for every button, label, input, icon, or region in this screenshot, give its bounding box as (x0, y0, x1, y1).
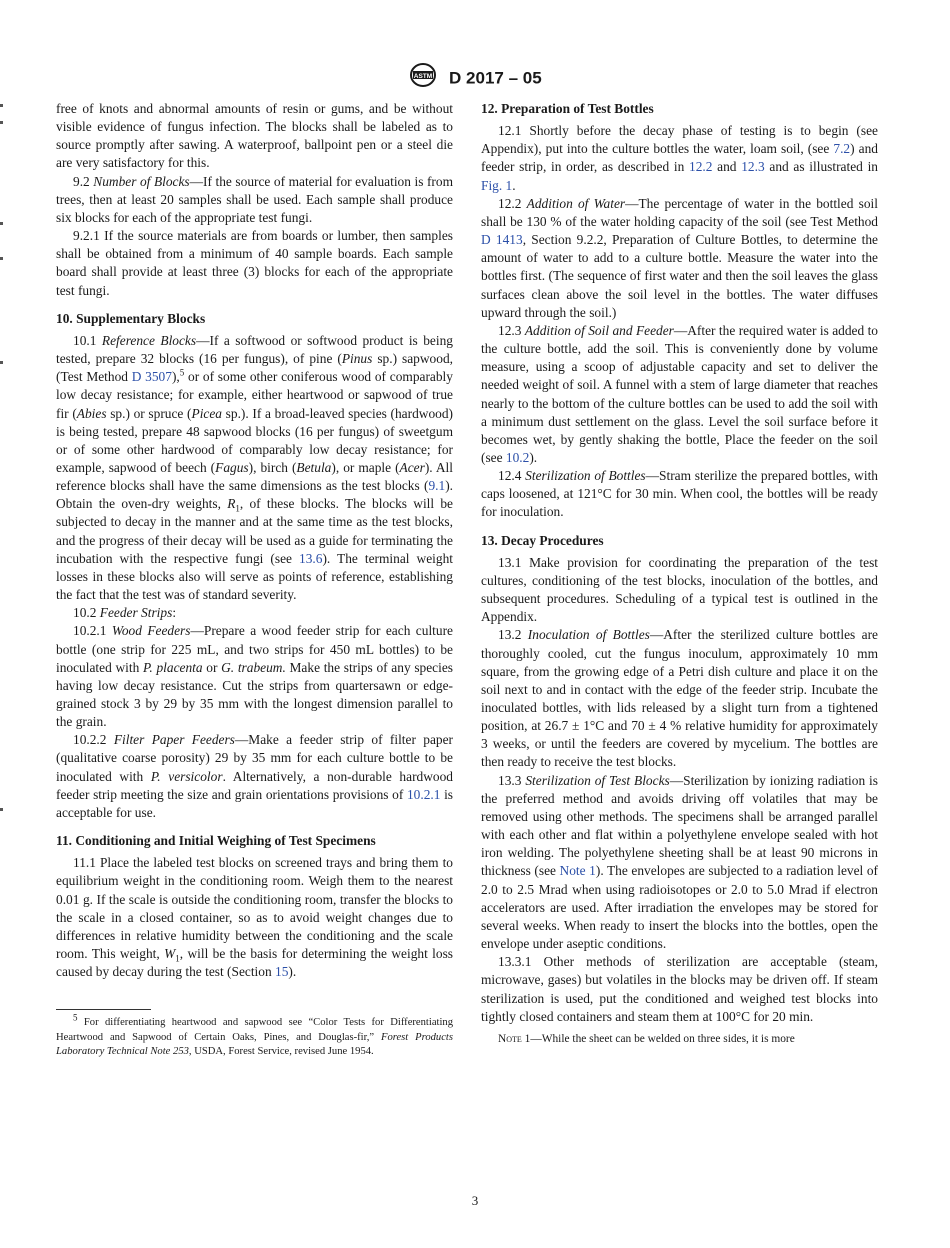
left-column (56, 100, 453, 1060)
heading-section-12: 12. Preparation of Test Bottles (481, 101, 654, 116)
link-section-12-2[interactable]: 12.2 (689, 159, 713, 175)
section-12-2: 12.2 Addition of Water—The percentage of water in the bottled soil shall be 130 % of the water holding capacity of the soil (see Test Method D 1413, Section 9.2.2, Preparation of Culture Bottles, to determine the amount of water to add to a culture bottle. Measure the water into the bottles first. (The sequence of first water and then the soil leaves the glass surfaces clean above the soil level in the bottles. The water diffuses upward through the soil.) (481, 195, 878, 320)
section-13-1: 13.1 Make provision for coordinating the preparation of the test cultures, conditioning of the test blocks, inoculation of the bottles, and subsequent procedures. Scheduling of a typical test is outlined in the Appendix. (481, 554, 878, 625)
heading-section-13: 13. Decay Procedures (481, 532, 604, 548)
link-d3507[interactable]: D 3507 (131, 369, 172, 385)
link-section-9-1[interactable]: 9.1 (428, 478, 446, 494)
footnote-divider (56, 1009, 151, 1010)
margin-mark (0, 361, 3, 364)
paragraph-9-1-continued: free of knots and abnormal amounts of resin or gums, and be without visible evidence of fungus infection. The blocks shall be labeled as to source promptly after sawing. A waterproof, ballpoint pen or a steel die are very satisfactory for this. (56, 101, 453, 171)
svg-text:ASTM: ASTM (414, 72, 433, 80)
section-9-2: 9.2 Number of Blocks—If the source of material for evaluation is from trees, then at least 20 samples shall be used. Each sample shall produce six blocks for each of the appropriate test fungi. (56, 173, 454, 225)
margin-mark (0, 257, 3, 260)
page-number: 3 (471, 1193, 479, 1208)
section-12-3: 12.3 Addition of Soil and Feeder—After the required water is added to the culture bottle, add the soil. This is conveniently done by volume measure, using a scoop of adjustable capacity and set to deliver the needed weight of soil. A funnel with a stem of large diameter that reaches nearly to the bottom of the culture bottles can be used to add the soil with a minimum dust settlement on the glass. Level the soil surface before it becomes wet, by gently shaking the bottle, Place the feeder on the soil (see 10.2). (481, 322, 878, 465)
link-note-1[interactable]: Note 1 (559, 863, 596, 879)
link-section-10-2-1[interactable]: 10.2.1 (406, 786, 441, 802)
footnote-5: $^5$ For differentiating heartwood and sapwood see “Color Tests for Differentiating Heartwood and Sapwood of Certain Oaks, Pines, and Douglas-fir,” Forest Products Laboratory Technical Note 253, USDA, Forest Service, revised June 1954. (56, 1012, 453, 1058)
margin-mark (0, 104, 3, 107)
section-13-3: 13.3 Sterilization of Test Blocks—Sterilization by ionizing radiation is the preferred method and avoids driving off volatiles that may be removed using other methods. The specimens shall be arranged parallel with each other and flat within a polyethylene envelope sealed with hot iron welding. The polyethylene sheeting shall be at least 90 microns in thickness (see Note 1). The envelopes are subjected to a radiation level of 2.0 to 2.5 Mrad when using radioisotopes or 2.0 to 5.0 Mrad if electron accelerators are used. After irradiation the envelopes may be stored for several weeks. When ready to insert the blocks into the bottles, open the envelope under aseptic conditions. (481, 772, 878, 952)
section-13-2: 13.2 Inoculation of Bottles—After the sterilized culture bottles are thoroughly cooled, cut the fungus inoculum, approximately 10 mm square, from the growing edge of a Petri dish culture and place it on the soil next to and in contact with the edge of the feeder strip. Incubate the inoculated bottles, with lids released by a slight turn from a tightened position, at 26.7 ± 1°C and 70 ± 4 % relative humidity for approximately 3 weeks, or until the feeders are covered by mycelium. The bottles are then ready to receive the test blocks. (481, 627, 878, 770)
section-12-4: 12.4 Sterilization of Bottles—Stram sterilize the prepared bottles, with caps loosened, at 121°C for 30 min. When cool, the bottles will be ready for inoculation. (481, 468, 878, 520)
astm-logo-icon (408, 62, 438, 95)
link-section-13-6[interactable]: 13.6 (299, 550, 323, 566)
link-d1413[interactable]: D 1413 (481, 232, 523, 248)
document-id: D 2017 – 05 (449, 68, 542, 88)
section-11-1: 11.1 Place the labeled test blocks on screened trays and bring them to equilibrium weight in the conditioning room. Weigh them to the nearest 0.01 g. If the scale is outside the conditioning room, transfer the blocks to the scale in a closed container, so as to avoid weight changes due to differences in relative humidity between the conditioning and the scale room. This weight, $W_1$, will be the basis for determining the weight loss caused by decay during the test (Section 15). (56, 855, 454, 980)
footnote-marker: 5 (179, 367, 185, 378)
section-10-2: 10.2 Feeder Strips: (73, 605, 177, 621)
link-figure-1[interactable]: Fig. 1 (481, 177, 513, 193)
page-header (0, 62, 950, 95)
right-column (481, 100, 878, 1047)
section-9-2-1: 9.2.1 If the source materials are from boards or lumber, then samples shall be obtained from a minimum of 40 sample boards. Each sample board shall provide at least three (3) blocks for each of the appropriate test fungi. (56, 228, 453, 298)
section-10-1: 10.1 Reference Blocks—If a softwood or softwood product is being tested, prepare 32 blocks (16 per fungus), of pine (Pinus sp.) sapwood, (Test Method D 3507),$^5$ or of some other coniferous wood of comparably low decay resistance; for example, either heartwood or sapwood of true fir (Abies sp.) or spruce (Picea sp.). If a broad-leaved species (hardwood) is being tested, prepare 48 sapwood blocks (16 per fungus) of sweetgum or of some other hardwood of comparably low decay resistance; for example, sapwood of beech (Fagus), birch (Betula), or maple (Acer). All reference blocks shall have the same dimensions as the test blocks (9.1). Obtain the oven-dry weights, $R_1$, of these blocks. The blocks will be subjected to decay in the manner and at the same time as the test blocks, and the progress of their decay will be used as a guide for terminating the incubation with the respective fungi (see 13.6). The terminal weight losses in these blocks also will serve as points of reference, establishing the fact that the test was of standard severity. (56, 332, 454, 603)
section-13-3-1: 13.3.1 Other methods of sterilization are acceptable (steam, microwave, gases) but volatiles in the blocks may be driven off. If steam sterilization is used, put the conditioned and weighed test blocks into tightly closed containers and steam them at 100°C for 20 min. (481, 954, 878, 1024)
link-section-10-2[interactable]: 10.2 (505, 449, 530, 465)
link-section-15[interactable]: 15 (275, 964, 289, 980)
margin-mark (0, 121, 3, 124)
section-10-2-2: 10.2.2 Filter Paper Feeders—Make a feeder strip of filter paper (qualitative coarse porosity) 29 by 35 mm for each culture bottle to be inoculated with P. versicolor. Alternatively, a non-durable hardwood feeder strip meeting the size and grain orientations provisions of 10.2.1 is acceptable for use. (56, 732, 454, 820)
heading-section-10: 10. Supplementary Blocks (56, 310, 206, 326)
link-section-12-3[interactable]: 12.3 (741, 159, 765, 175)
margin-mark (0, 808, 3, 811)
note-1: Note 1—While the sheet can be welded on three sides, it is more (498, 1032, 795, 1045)
margin-mark (0, 222, 3, 225)
link-section-7-2[interactable]: 7.2 (833, 141, 851, 157)
section-10-2-1: 10.2.1 Wood Feeders—Prepare a wood feeder strip for each culture bottle (one strip for 225 mL, and two strips for 450 mL bottles) to be inoculated with P. placenta or G. trabeum. Make the strips of any species having low decay resistance. Cut the strips from quartersawn or edge-grained stock 3 by 29 by 35 mm with the longest dimension parallel to the grain. (56, 623, 453, 730)
section-12-1: 12.1 Shortly before the decay phase of testing is to begin (see Appendix), put into the culture bottles the water, loam soil, (see 7.2) and feeder strip, in order, as described in 12.2 and 12.3 and as illustrated in Fig. 1. (481, 123, 878, 193)
heading-section-11: 11. Conditioning and Initial Weighing of Test Specimens (56, 833, 376, 849)
